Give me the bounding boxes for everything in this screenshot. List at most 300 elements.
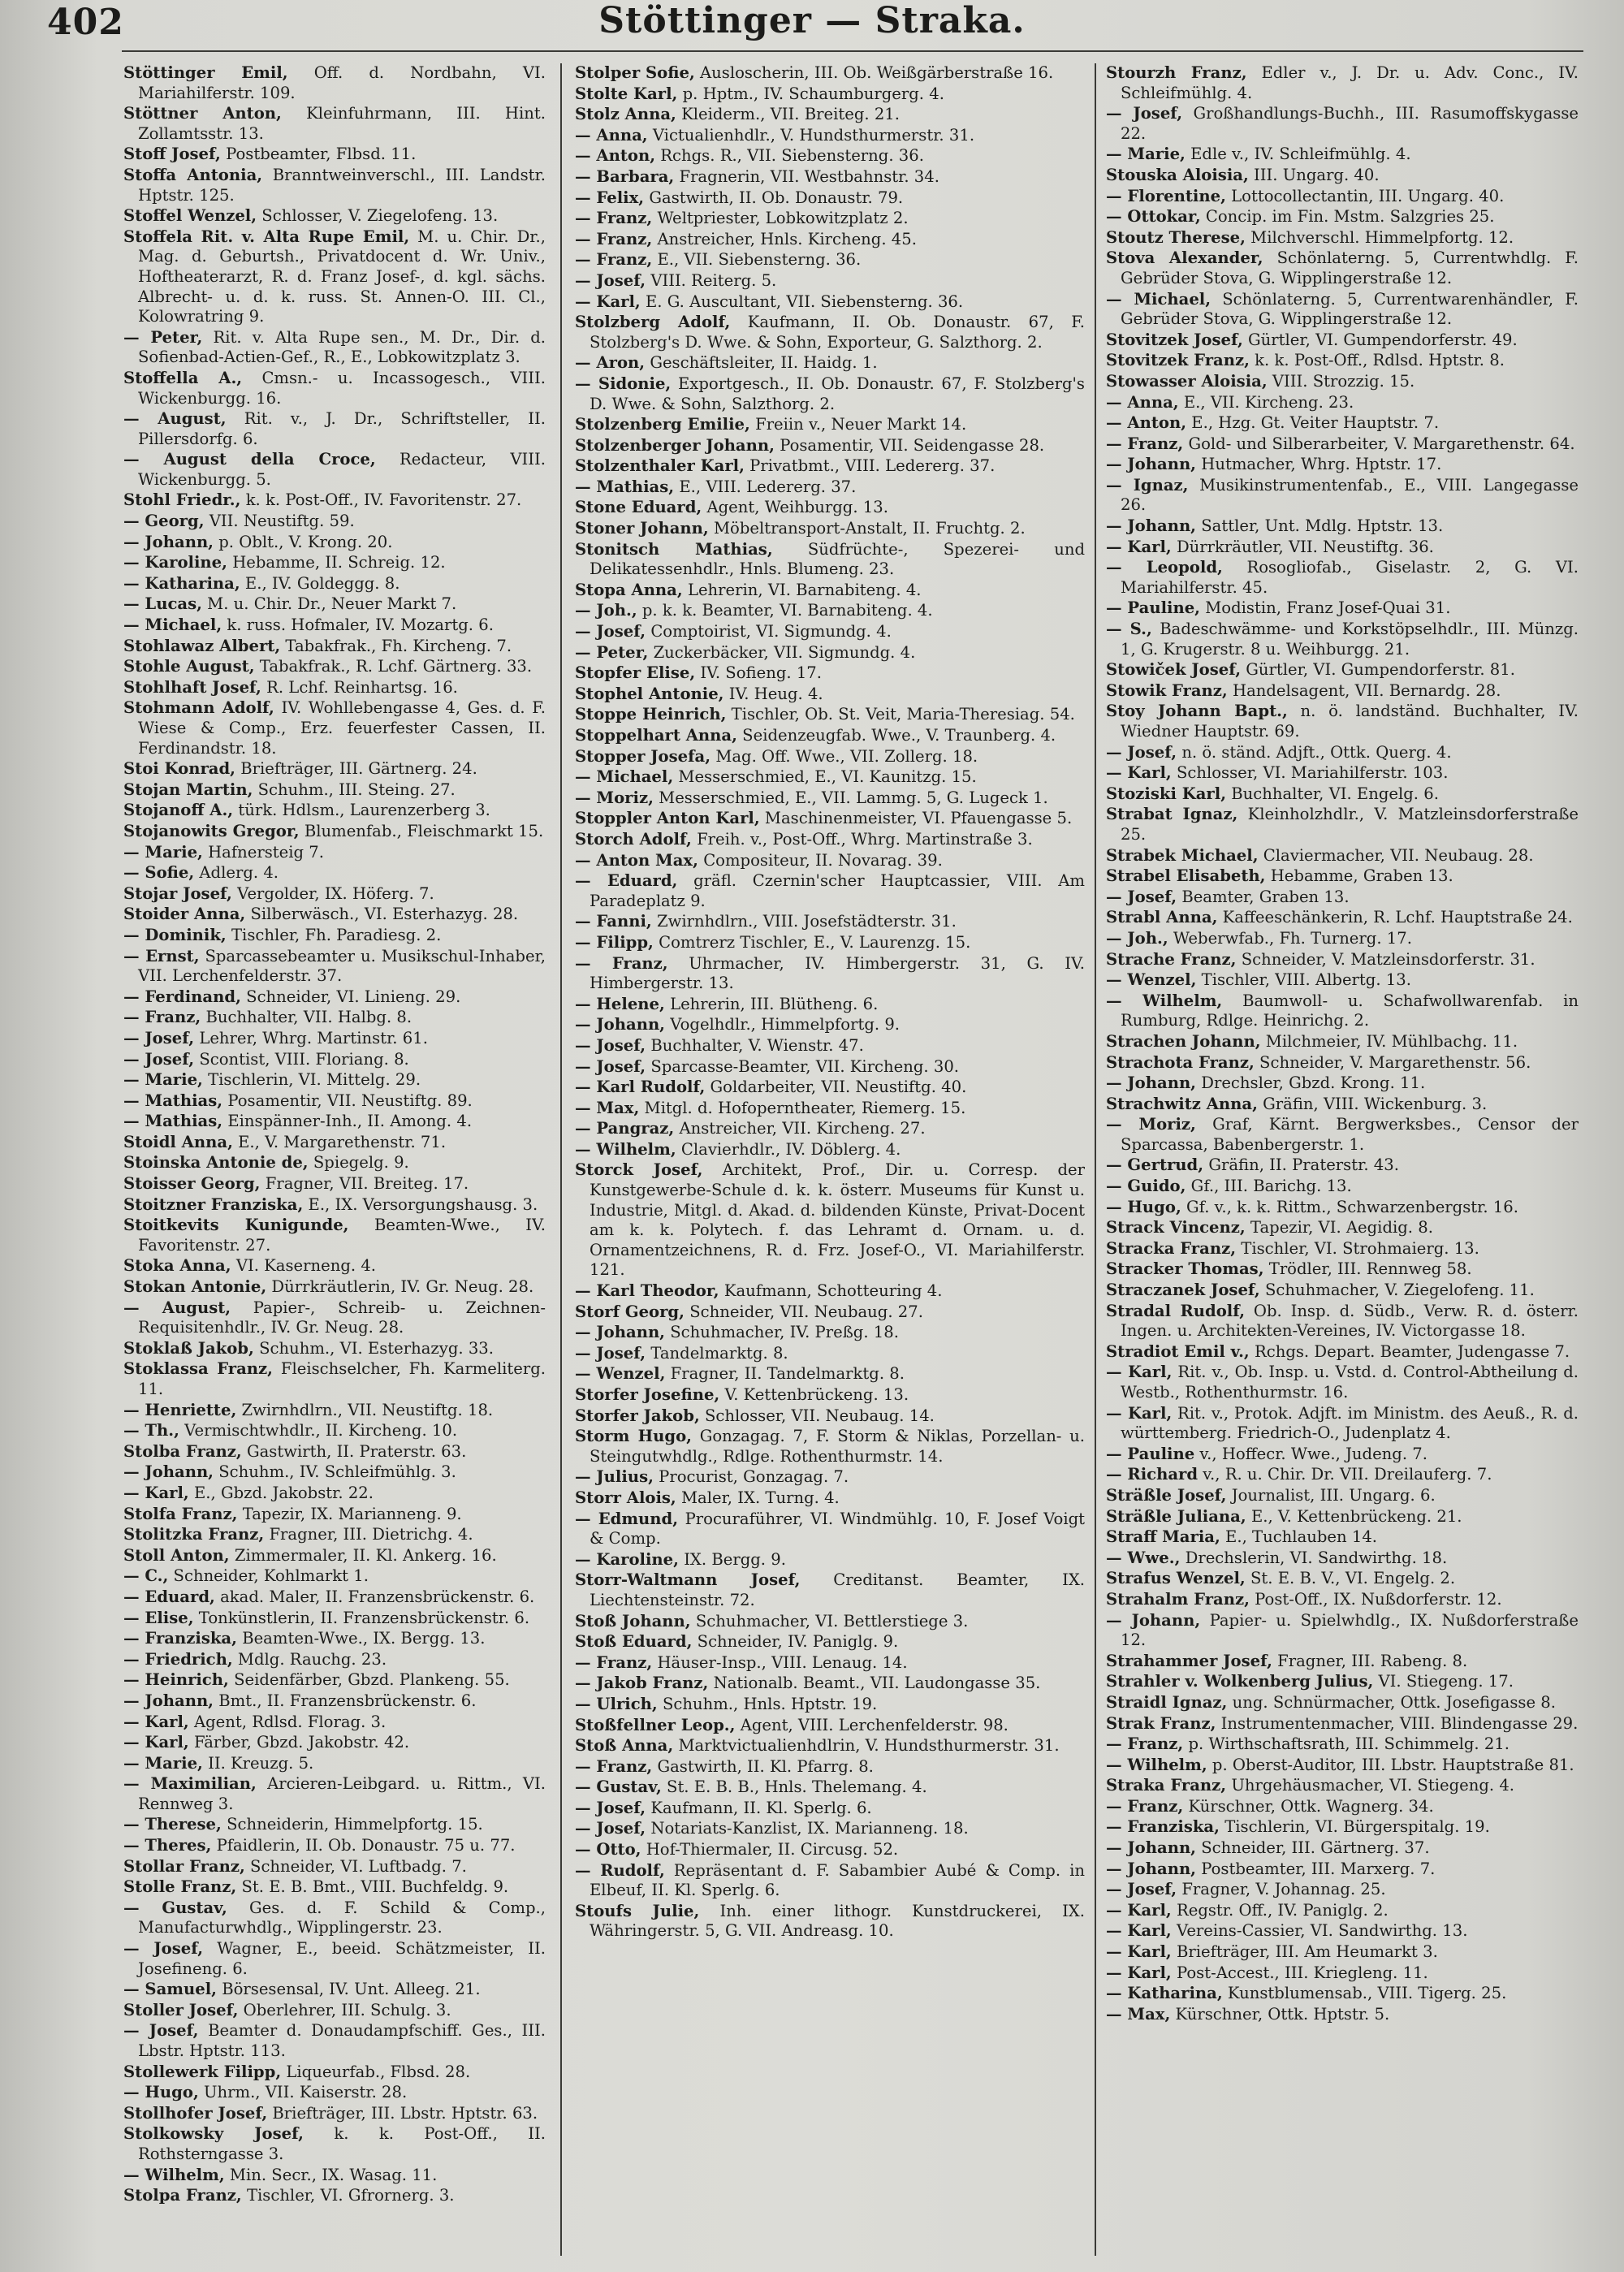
directory-entry <box>123 1091 546 1112</box>
entry-name: Strahler v. Wolkenberg Julius, <box>1106 1672 1374 1691</box>
entry-details: Lehrerin, VI. Barnabiteng. 4. <box>687 580 922 599</box>
entry-details: Zimmermaler, II. Kl. Ankerg. 16. <box>234 1545 497 1565</box>
entry-name: Stracker Thomas, <box>1106 1259 1264 1279</box>
directory-entry <box>575 126 1085 146</box>
entry-details: p. Hptm., IV. Schaumburgerg. 4. <box>682 84 944 103</box>
entry-name: — Hugo, <box>1106 1197 1181 1216</box>
entry-name: — Anton, <box>575 146 656 166</box>
entry-name: — Franz, <box>1106 1796 1184 1816</box>
entry-name: — Franz, <box>123 1008 201 1027</box>
entry-details: II. Kreuzg. 5. <box>208 1753 314 1773</box>
entry-details: Anstreicher, Hnls. Kircheng. 45. <box>657 229 917 248</box>
running-title: Stöttinger — Straka. <box>598 0 1026 41</box>
directory-entry <box>575 1695 1085 1715</box>
directory-entry <box>1106 1155 1579 1176</box>
directory-entry <box>575 871 1085 911</box>
directory-entry <box>575 1612 1085 1632</box>
directory-entry <box>575 685 1085 705</box>
entry-name: — Franz, <box>1106 434 1184 453</box>
entry-name: Stoutz Therese, <box>1106 227 1246 247</box>
entry-details: R. Lchf. Reinhartsg. 16. <box>266 677 458 697</box>
entry-name: — Johann, <box>575 1015 666 1034</box>
entry-details: Messerschmied, E., VII. Lammg. 5, G. Lugeck 1. <box>659 788 1048 807</box>
entry-details: Rit. v., J. Dr., Schriftsteller, II. Pillersdorfg. 6. <box>138 409 546 448</box>
entry-name: — Johann, <box>123 1691 214 1710</box>
entry-name: Storfer Jakob, <box>575 1406 700 1425</box>
entry-details: St. E. B. B., Hnls. Thelemang. 4. <box>667 1777 927 1797</box>
entry-name: — Karl Rudolf, <box>575 1078 706 1097</box>
entry-details: Badeschwämme- und Korkstöpselhdlr., III. Münzg. 1, G. Krugerstr. 8 u. Weihburgg. 21. <box>1121 620 1579 659</box>
directory-entry <box>123 104 546 144</box>
entry-details: Tischler, Ob. St. Veit, Maria-Theresiag. 54. <box>731 705 1075 724</box>
entry-name: — Josef, <box>1106 887 1177 906</box>
directory-entry <box>1106 805 1579 844</box>
directory-entry <box>1106 372 1579 392</box>
entry-name: — Franz, <box>575 250 653 270</box>
entry-details: Schneiderin, Himmelpfortg. 15. <box>227 1815 483 1834</box>
directory-entry <box>575 1488 1085 1509</box>
entry-details: Gastwirth, II. Ob. Donaustr. 79. <box>649 188 904 207</box>
entry-name: Storr-Waltmann Josef, <box>575 1570 801 1590</box>
entry-name: — Florentine, <box>1106 186 1226 205</box>
directory-entry <box>575 1550 1085 1570</box>
directory-entry <box>123 1442 546 1462</box>
directory-entry <box>1106 846 1579 866</box>
entry-name: Storck Josef, <box>575 1160 703 1180</box>
entry-details: M. u. Chir. Dr., Neuer Markt 7. <box>207 594 457 614</box>
page-number: 402 <box>47 2 124 43</box>
entry-details: Off. d. Nordbahn, VI. Mariahilferstr. 109. <box>138 63 546 102</box>
entry-name: Stohmann Adolf, <box>123 698 274 718</box>
directory-entry <box>1106 1652 1579 1672</box>
entry-details: Freih. v., Post-Off., Whrg. Martinstraße 3. <box>697 829 1033 849</box>
entry-details: Schneider, V. Margarethenstr. 56. <box>1259 1052 1531 1072</box>
entry-details: Spiegelg. 9. <box>313 1153 409 1173</box>
directory-entry <box>575 477 1085 498</box>
entry-name: Strahalm Franz, <box>1106 1589 1250 1609</box>
entry-details: n. ö. landständ. Buchhalter, IV. Wiedner Hauptstr. 69. <box>1121 702 1579 741</box>
entry-details: Kaufmann, Schotteuring 4. <box>723 1281 943 1301</box>
entry-details: Südfrüchte-, Spezerei- und Delikatessenhdlr., Hnls. Blumeng. 23. <box>590 539 1085 579</box>
entry-details: IV. Heug. 4. <box>728 684 823 703</box>
entry-details: Tischler, VIII. Albertg. 13. <box>1201 970 1411 990</box>
entry-details: Börsesensal, IV. Unt. Alleeg. 21. <box>222 1980 481 1999</box>
entry-details: Drechslerin, VI. Sandwirthg. 18. <box>1185 1548 1448 1567</box>
entry-name: — Henriette, <box>123 1400 237 1419</box>
entry-details: IV. Sofieng. 17. <box>700 663 822 683</box>
entry-name: Stoppe Heinrich, <box>575 705 727 724</box>
entry-details: Cmsn.- u. Incassogesch., VIII. Wickenburgg. 16. <box>138 368 546 408</box>
entry-details: Hafnersteig 7. <box>208 842 324 862</box>
directory-entry <box>1106 888 1579 908</box>
directory-entry <box>575 292 1085 313</box>
directory-entry <box>1106 1115 1579 1155</box>
entry-details: E., VII. Siebensterng. 36. <box>657 250 862 270</box>
entry-name: Stoffel Wenzel, <box>123 206 257 226</box>
entry-name: Stojanowits Gregor, <box>123 821 300 840</box>
entry-name: Stollewerk Filipp, <box>123 2062 282 2081</box>
directory-entry <box>1106 248 1579 288</box>
entry-name: Strabel Elisabeth, <box>1106 866 1266 886</box>
directory-entry <box>123 553 546 573</box>
entry-name: Stonitsch Mathias, <box>575 539 773 559</box>
entry-details: Maschinenmeister, VI. Pfauengasse 5. <box>764 809 1073 828</box>
directory-entry <box>123 1339 546 1359</box>
directory-entry <box>1106 1404 1579 1444</box>
entry-details: Weberwfab., Fh. Turnerg. 17. <box>1173 928 1412 948</box>
entry-details: Vogelhdlr., Himmelpfortg. 9. <box>670 1015 901 1034</box>
entry-name: — Fanni, <box>575 912 652 931</box>
directory-entry <box>123 678 546 698</box>
entry-details: türk. Hdlsm., Laurenzerberg 3. <box>238 801 490 820</box>
entry-name: Stoi Konrad, <box>123 759 235 779</box>
directory-entry <box>1106 1218 1579 1238</box>
entry-details: Journalist, III. Ungarg. 6. <box>1231 1485 1436 1505</box>
entry-name: — Marie, <box>123 842 203 862</box>
entry-details: Gold- und Silberarbeiter, V. Margarethenstr. 64. <box>1188 434 1575 453</box>
directory-entry <box>575 995 1085 1015</box>
entry-name: — Franz, <box>575 209 653 228</box>
directory-entry <box>123 1650 546 1670</box>
directory-entry <box>1106 929 1579 949</box>
entry-name: — Karl Theodor, <box>575 1281 719 1301</box>
entry-details: Goldarbeiter, VII. Neustiftg. 40. <box>710 1078 967 1097</box>
directory-entry <box>1106 1611 1579 1651</box>
directory-entry <box>1106 330 1579 351</box>
entry-name: — Ferdinand, <box>123 987 241 1006</box>
directory-entry <box>575 1632 1085 1652</box>
entry-name: — Marie, <box>123 1753 203 1773</box>
directory-entry <box>1106 1239 1579 1259</box>
entry-name: Stoinska Antonie de, <box>123 1153 309 1173</box>
directory-entry <box>1106 1507 1579 1527</box>
entry-details: Rit. v. Alta Rupe sen., M. Dr., Dir. d. Sofienbad-Actien-Gef., R., E., Lobkowitzplatz 3. <box>138 327 546 367</box>
entry-details: Vermischtwhdlr., II. Kircheng. 10. <box>184 1421 458 1441</box>
directory-entry <box>123 1898 546 1938</box>
entry-details: Edler v., J. Dr. u. Adv. Conc., IV. Schleifmühlg. 4. <box>1121 63 1579 102</box>
directory-entry <box>123 801 546 821</box>
entry-name: Strabek Michael, <box>1106 845 1259 865</box>
directory-entry <box>123 698 546 758</box>
directory-entry <box>1106 1963 1579 1984</box>
entry-details: Creditanst. Beamter, IX. Liechtensteinstr. 72. <box>590 1570 1085 1609</box>
entry-name: — Guido, <box>1106 1177 1186 1196</box>
directory-entry <box>123 1277 546 1298</box>
directory-entry <box>1106 784 1579 805</box>
entry-name: — Josef, <box>123 1028 195 1047</box>
entry-name: Stoff Josef, <box>123 145 221 164</box>
entry-details: Beamter, Graben 13. <box>1181 887 1350 906</box>
entry-details: Gürtler, VI. Gumpendorferstr. 81. <box>1246 660 1515 680</box>
entry-details: Uhrgehäusmacher, VI. Stiegeng. 4. <box>1231 1776 1515 1795</box>
entry-details: Gf. v., k. k. Rittm., Schwarzenbergstr. 16. <box>1186 1197 1518 1216</box>
entry-name: — Jakob Franz, <box>575 1674 709 1693</box>
directory-entry <box>1106 166 1579 186</box>
entry-details: Seidenzeugfab. Wwe., V. Traunberg. 4. <box>742 726 1056 745</box>
entry-details: Fragner, VII. Breiteg. 17. <box>265 1174 469 1194</box>
entry-details: IV. Wohllebengasse 4, Ges. d. F. Wiese & Comp., Erz. feuerfester Cassen, II. Ferdinandstr. 18. <box>138 698 546 758</box>
entry-details: Schönlaterng. 5, Currentwhdlg. F. Gebrüder Stova, G. Wipplingerstraße 12. <box>1121 248 1579 287</box>
directory-entry <box>123 1857 546 1877</box>
directory-entry <box>123 1691 546 1712</box>
directory-entry <box>575 601 1085 621</box>
entry-name: — Michael, <box>1106 289 1212 309</box>
directory-entry <box>1106 145 1579 165</box>
entry-details: E., IV. Goldeggg. 8. <box>244 573 400 593</box>
entry-name: Stouska Aloisia, <box>1106 165 1249 184</box>
entry-name: Stohlawaz Albert, <box>123 636 281 655</box>
directory-entry <box>575 851 1085 871</box>
entry-details: Beamter d. Donaudampfschiff. Ges., III. Lbstr. Hptstr. 113. <box>138 2021 546 2060</box>
entry-name: — August, <box>123 1298 231 1317</box>
entry-details: v., Hoffecr. Wwe., Judeng. 7. <box>1199 1444 1427 1463</box>
entry-details: Ges. d. F. Schild & Comp., Manufacturwhdlg., Wipplingerstr. 23. <box>138 1898 546 1937</box>
entry-details: Edle v., IV. Schleifmühlg. 4. <box>1190 145 1411 164</box>
entry-details: St. E. B. Bmt., VIII. Buchfeldg. 9. <box>241 1877 509 1897</box>
entry-name: Stolkowsky Josef, <box>123 2124 304 2144</box>
entry-details: ung. Schnürmacher, Ottk. Josefigasse 8. <box>1232 1692 1556 1712</box>
entry-details: Vergolder, IX. Höferg. 7. <box>237 883 434 903</box>
entry-name: — Ulrich, <box>575 1694 658 1713</box>
entry-details: Schuhm., VI. Esterhazyg. 33. <box>259 1338 494 1358</box>
directory-entry <box>575 1302 1085 1323</box>
entry-details: Kürschner, Ottk. Wagnerg. 34. <box>1188 1796 1434 1816</box>
directory-entry <box>1106 1776 1579 1796</box>
directory-entry <box>575 1799 1085 1819</box>
entry-details: k. k. Post-Off., IV. Favoritenstr. 27. <box>245 490 522 510</box>
entry-details: p. Oberst-Auditor, III. Lbstr. Hauptstraße 81. <box>1212 1755 1574 1774</box>
entry-details: Pfaidlerin, II. Ob. Donaustr. 75 u. 77. <box>216 1836 516 1855</box>
entry-name: Stoka Anna, <box>123 1256 231 1276</box>
directory-entry <box>123 1713 546 1733</box>
entry-details: VIII. Strozzig. 15. <box>1272 371 1415 391</box>
directory-entry <box>1106 351 1579 371</box>
entry-name: — Heinrich, <box>123 1670 229 1690</box>
directory-entry <box>575 726 1085 746</box>
entry-details: Tapezir, IX. Marianneng. 9. <box>242 1504 462 1523</box>
directory-entry <box>123 369 546 408</box>
entry-details: Tischler, VI. Gfrornerg. 3. <box>246 2186 455 2205</box>
entry-details: n. ö. ständ. Adjft., Ottk. Querg. 4. <box>1181 742 1452 762</box>
directory-entry <box>575 1036 1085 1056</box>
entry-name: — Leopold, <box>1106 558 1223 577</box>
directory-entry <box>575 1099 1085 1119</box>
entry-details: Milchmeier, IV. Mühlbachg. 11. <box>1265 1031 1518 1051</box>
entry-name: — Karl, <box>1106 1921 1172 1941</box>
entry-details: Postbeamter, Flbsd. 11. <box>226 145 417 164</box>
entry-name: — Franz, <box>575 229 653 248</box>
entry-details: Concip. im Fin. Mstm. Salzgries 25. <box>1205 207 1495 227</box>
directory-entry <box>123 1754 546 1774</box>
entry-details: E., VIII. Ledererg. 37. <box>679 477 857 496</box>
entry-details: IX. Bergg. 9. <box>684 1549 786 1569</box>
directory-entry <box>1106 1859 1579 1880</box>
directory-entry <box>123 1050 546 1070</box>
directory-entry <box>123 2063 546 2083</box>
directory-entry <box>123 1153 546 1173</box>
entry-details: M. u. Chir. Dr., Mag. d. Geburtsh., Privatdocent d. Wr. Univ., Hoftheaterarzt, R. d. Franz Josef-, d. kgl. sächs. Albrecht- u. d. k. russ. St. Annen-O. III. Cl., Kolowratring 9. <box>138 227 546 326</box>
entry-name: — Theres, <box>123 1836 212 1855</box>
entry-name: — Wwe., <box>1106 1548 1181 1567</box>
entry-name: Stohl Friedr., <box>123 490 241 510</box>
entry-name: — Moriz, <box>1106 1115 1196 1134</box>
directory-entry <box>1106 476 1579 516</box>
entry-name: Stolzberg Adolf, <box>575 313 731 332</box>
entry-name: Stolz Anna, <box>575 105 676 124</box>
directory-entry <box>1106 538 1579 558</box>
directory-entry <box>1106 763 1579 784</box>
directory-entry <box>575 353 1085 374</box>
entry-name: — Franz, <box>575 953 668 973</box>
entry-name: — Josef, <box>1106 742 1177 762</box>
entry-name: Stopa Anna, <box>575 580 683 599</box>
directory-entry <box>575 84 1085 105</box>
directory-entry <box>1106 1569 1579 1589</box>
entry-details: Claviermacher, VII. Neubaug. 28. <box>1263 845 1534 865</box>
directory-entry <box>1106 970 1579 991</box>
entry-details: Mitgl. d. Hofoperntheater, Riemerg. 15. <box>644 1098 966 1117</box>
entry-name: Sträßle Juliana, <box>1106 1506 1246 1526</box>
directory-entry <box>575 1344 1085 1364</box>
entry-details: Briefträger, III. Gärtnerg. 24. <box>240 759 477 779</box>
entry-name: — Johann, <box>1106 1859 1197 1878</box>
header-rule <box>122 50 1583 52</box>
entry-name: — Aron, <box>575 353 646 373</box>
entry-details: Baumwoll- u. Schafwollwarenfab. in Rumburg, Rdlge. Heinrichg. 2. <box>1121 991 1579 1030</box>
entry-name: — Johann, <box>1106 1838 1197 1858</box>
entry-name: — Josef, <box>575 1819 646 1838</box>
entry-details: Adlerg. 4. <box>199 863 279 883</box>
entry-name: Stovitzek Franz, <box>1106 351 1250 370</box>
directory-entry <box>123 1359 546 1399</box>
entry-name: Storf Georg, <box>575 1302 685 1321</box>
directory-entry <box>1106 1693 1579 1713</box>
directory-entry <box>1106 866 1579 887</box>
directory-entry <box>575 954 1085 994</box>
entry-name: Stopfer Elise, <box>575 663 696 683</box>
entry-name: — Sofie, <box>123 863 195 883</box>
entry-name: — Georg, <box>123 512 205 531</box>
directory-entry <box>575 313 1085 352</box>
directory-entry <box>123 616 546 636</box>
entry-details: Schuhm., IV. Schleifmühlg. 3. <box>218 1462 456 1482</box>
directory-entry <box>575 1427 1085 1466</box>
directory-entry <box>123 884 546 905</box>
directory-entry <box>123 328 546 368</box>
entry-details: Schneider, VII. Neubaug. 27. <box>689 1302 923 1321</box>
entry-details: Dürrkräutlerin, IV. Gr. Neug. 28. <box>271 1277 534 1297</box>
entry-details: Fragner, II. Tandelmarktg. 8. <box>670 1364 905 1384</box>
directory-entry <box>123 227 546 327</box>
entry-name: Stradiot Emil v., <box>1106 1341 1250 1361</box>
directory-entry <box>123 947 546 987</box>
entry-details: p. k. k. Beamter, VI. Barnabiteng. 4. <box>641 601 933 620</box>
entry-details: Schneider, V. Matzleinsdorferstr. 31. <box>1241 949 1535 969</box>
entry-details: Beamten-Wwe., IV. Favoritenstr. 27. <box>138 1216 546 1255</box>
entry-name: — S., <box>1106 620 1152 639</box>
entry-name: Stoß Johann, <box>575 1611 691 1631</box>
entry-name: — Anna, <box>1106 392 1179 412</box>
directory-entry <box>1106 1817 1579 1838</box>
entry-details: Schneider, VI. Linieng. 29. <box>246 987 461 1006</box>
directory-entry <box>575 1323 1085 1343</box>
entry-name: Stolitzka Franz, <box>123 1525 265 1544</box>
entry-name: — Pauline <box>1106 1444 1195 1463</box>
entry-details: E., V. Margarethenstr. 71. <box>238 1132 447 1151</box>
entry-name: Stohle August, <box>123 657 255 676</box>
entry-details: Redacteur, VIII. Wickenburgg. 5. <box>138 450 546 489</box>
entry-details: Schuhm., Hnls. Hptstr. 19. <box>662 1694 878 1713</box>
entry-details: Buchhalter, VII. Halbg. 8. <box>205 1008 412 1027</box>
directory-entry <box>1106 991 1579 1031</box>
directory-entry <box>575 105 1085 125</box>
directory-entry <box>123 512 546 532</box>
directory-entry <box>1106 1527 1579 1548</box>
entry-details: Mag. Off. Wwe., VII. Zollerg. 18. <box>715 746 978 766</box>
entry-details: Geschäftsleiter, II. Haidg. 1. <box>650 353 878 373</box>
entry-details: Dürrkräutler, VII. Neustiftg. 36. <box>1176 537 1434 556</box>
entry-name: — Karl, <box>123 1483 189 1502</box>
entry-name: Stova Alexander, <box>1106 248 1263 268</box>
entry-name: Storch Adolf, <box>575 829 692 849</box>
directory-entry <box>123 1216 546 1255</box>
entry-name: — Wenzel, <box>1106 970 1197 990</box>
entry-name: Stracka Franz, <box>1106 1238 1237 1258</box>
entry-details: Zwirnhdlrn., VIII. Josefstädterstr. 31. <box>656 912 957 931</box>
entry-name: Stradal Rudolf, <box>1106 1301 1246 1320</box>
entry-name: Straidl Ignaz, <box>1106 1692 1228 1712</box>
entry-details: k. k. Post-Off., II. Rothsterngasse 3. <box>138 2124 546 2163</box>
directory-entry <box>123 637 546 657</box>
entry-name: — Moriz, <box>575 788 654 807</box>
entry-name: Stovitzek Josef, <box>1106 330 1243 349</box>
entry-name: Stokan Antonie, <box>123 1277 267 1297</box>
directory-entry <box>1106 1921 1579 1942</box>
directory-entry <box>123 1670 546 1691</box>
entry-details: Tapezir, VI. Aegidig. 8. <box>1250 1218 1433 1238</box>
directory-entry <box>1106 908 1579 928</box>
entry-name: Strafus Wenzel, <box>1106 1569 1246 1588</box>
entry-name: Stoffella A., <box>123 368 243 387</box>
entry-details: Rosogliofab., Giselastr. 2, G. VI. Mariahilferstr. 45. <box>1121 558 1579 597</box>
entry-details: Kürschner, Ottk. Hptstr. 5. <box>1175 2004 1390 2024</box>
entry-name: Stoffa Antonia, <box>123 165 263 184</box>
entry-details: Hof-Thiermaler, II. Circusg. 52. <box>646 1840 899 1859</box>
entry-details: Modistin, Franz Josef-Quai 31. <box>1205 598 1451 618</box>
entry-name: — August, <box>123 409 227 429</box>
entry-name: Stollar Franz, <box>123 1856 245 1876</box>
entry-details: Post-Off., IX. Nußdorferstr. 12. <box>1255 1589 1502 1609</box>
directory-entry <box>123 1939 546 1979</box>
entry-details: Beamten-Wwe., IX. Bergg. 13. <box>242 1629 486 1648</box>
directory-entry <box>575 788 1085 809</box>
directory-entry <box>575 1281 1085 1302</box>
entry-name: Stoll Anton, <box>123 1545 230 1565</box>
directory-entry <box>575 540 1085 580</box>
entry-name: Straff Maria, <box>1106 1527 1220 1547</box>
entry-name: Stowasser Aloisia, <box>1106 371 1268 391</box>
directory-entry <box>575 705 1085 725</box>
directory-entry <box>575 581 1085 601</box>
entry-details: Seidenfärber, Gbzd. Plankeng. 55. <box>234 1670 510 1690</box>
directory-entry <box>575 271 1085 292</box>
directory-entry <box>575 1467 1085 1488</box>
directory-entry <box>1106 702 1579 741</box>
entry-name: Stöttinger Emil, <box>123 63 288 82</box>
directory-entry <box>1106 558 1579 598</box>
directory-entry <box>1106 1032 1579 1052</box>
entry-details: Messerschmied, E., VI. Kaunitzg. 15. <box>678 767 977 787</box>
